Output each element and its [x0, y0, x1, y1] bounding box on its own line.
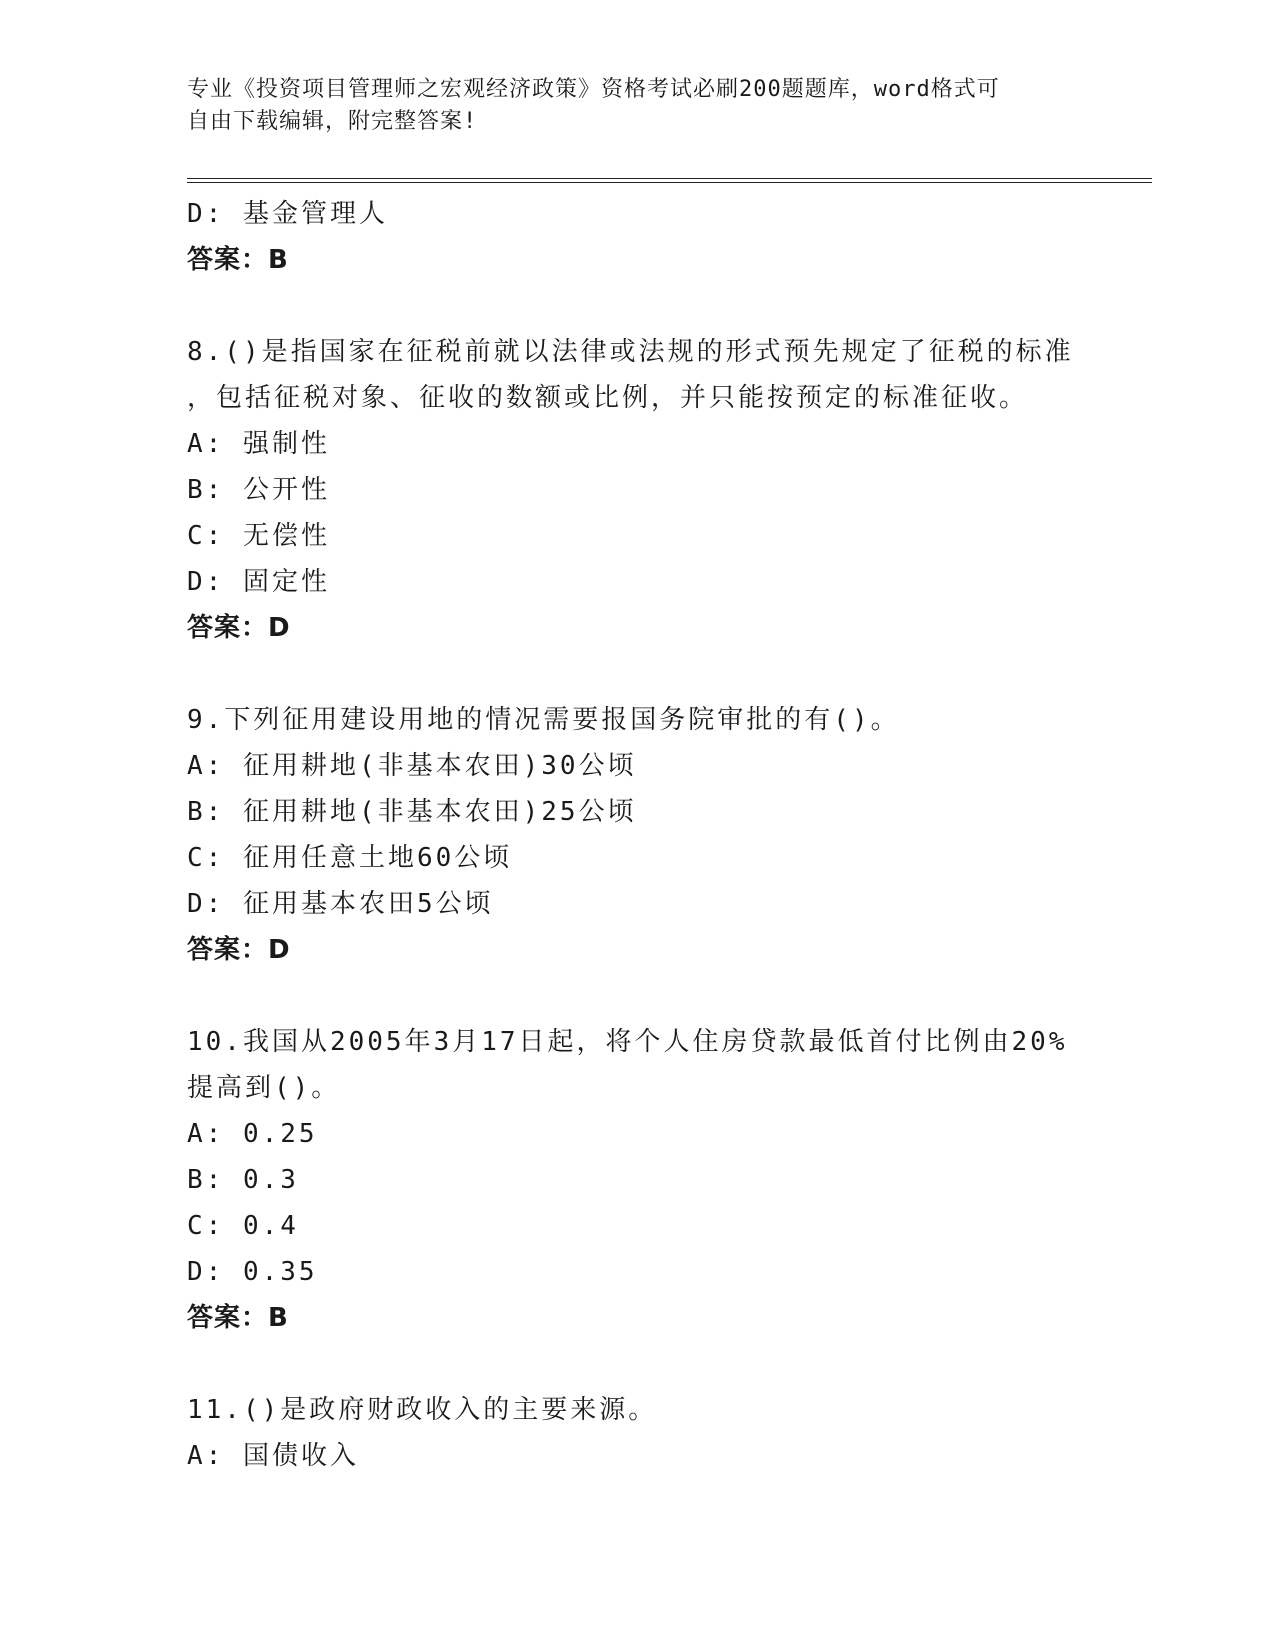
option-b: B: 0.3	[187, 1165, 299, 1195]
option-d: D: 基金管理人	[187, 199, 388, 229]
option-d: D: 固定性	[187, 567, 330, 597]
option-d: D: 征用基本农田5公顷	[187, 889, 494, 919]
option-a: A: 征用耕地(非基本农田)30公顷	[187, 751, 637, 781]
option-d: D: 0.35	[187, 1257, 318, 1287]
question-8	[187, 329, 1087, 651]
question-stem: 9.下列征用建设用地的情况需要报国务院审批的有()。	[187, 705, 900, 735]
answer: 答案：B	[187, 1303, 289, 1333]
question-11	[187, 1387, 1087, 1479]
option-c: C: 0.4	[187, 1211, 299, 1241]
header-line-2: 自由下载编辑，附完整答案!	[187, 109, 478, 134]
question-stem: 10.我国从2005年3月17日起，将个人住房贷款最低首付比例由20%	[187, 1027, 1068, 1057]
document-header	[187, 74, 1087, 138]
option-b: B: 征用耕地(非基本农田)25公顷	[187, 797, 637, 827]
header-divider	[187, 178, 1152, 183]
option-a: A: 强制性	[187, 429, 330, 459]
question-stem-continued: 提高到()。	[187, 1073, 341, 1103]
question-9	[187, 697, 1087, 973]
header-line-1: 专业《投资项目管理师之宏观经济政策》资格考试必刷200题题库，word格式可	[187, 77, 1000, 102]
answer: 答案：B	[187, 245, 289, 275]
option-c: C: 征用任意土地60公顷	[187, 843, 513, 873]
question-list	[187, 191, 1087, 1479]
question-10	[187, 1019, 1087, 1341]
question-7-tail	[187, 191, 1087, 283]
answer: 答案：D	[187, 613, 291, 643]
question-stem: 11.()是政府财政收入的主要来源。	[187, 1395, 658, 1425]
question-stem-continued: ，包括征税对象、征收的数额或比例，并只能按预定的标准征收。	[187, 383, 1029, 413]
answer: 答案：D	[187, 935, 291, 965]
option-c: C: 无偿性	[187, 521, 330, 551]
question-stem: 8.()是指国家在征税前就以法律或法规的形式预先规定了征税的标准	[187, 337, 1074, 367]
option-a: A: 0.25	[187, 1119, 318, 1149]
option-a: A: 国债收入	[187, 1441, 359, 1471]
option-b: B: 公开性	[187, 475, 330, 505]
